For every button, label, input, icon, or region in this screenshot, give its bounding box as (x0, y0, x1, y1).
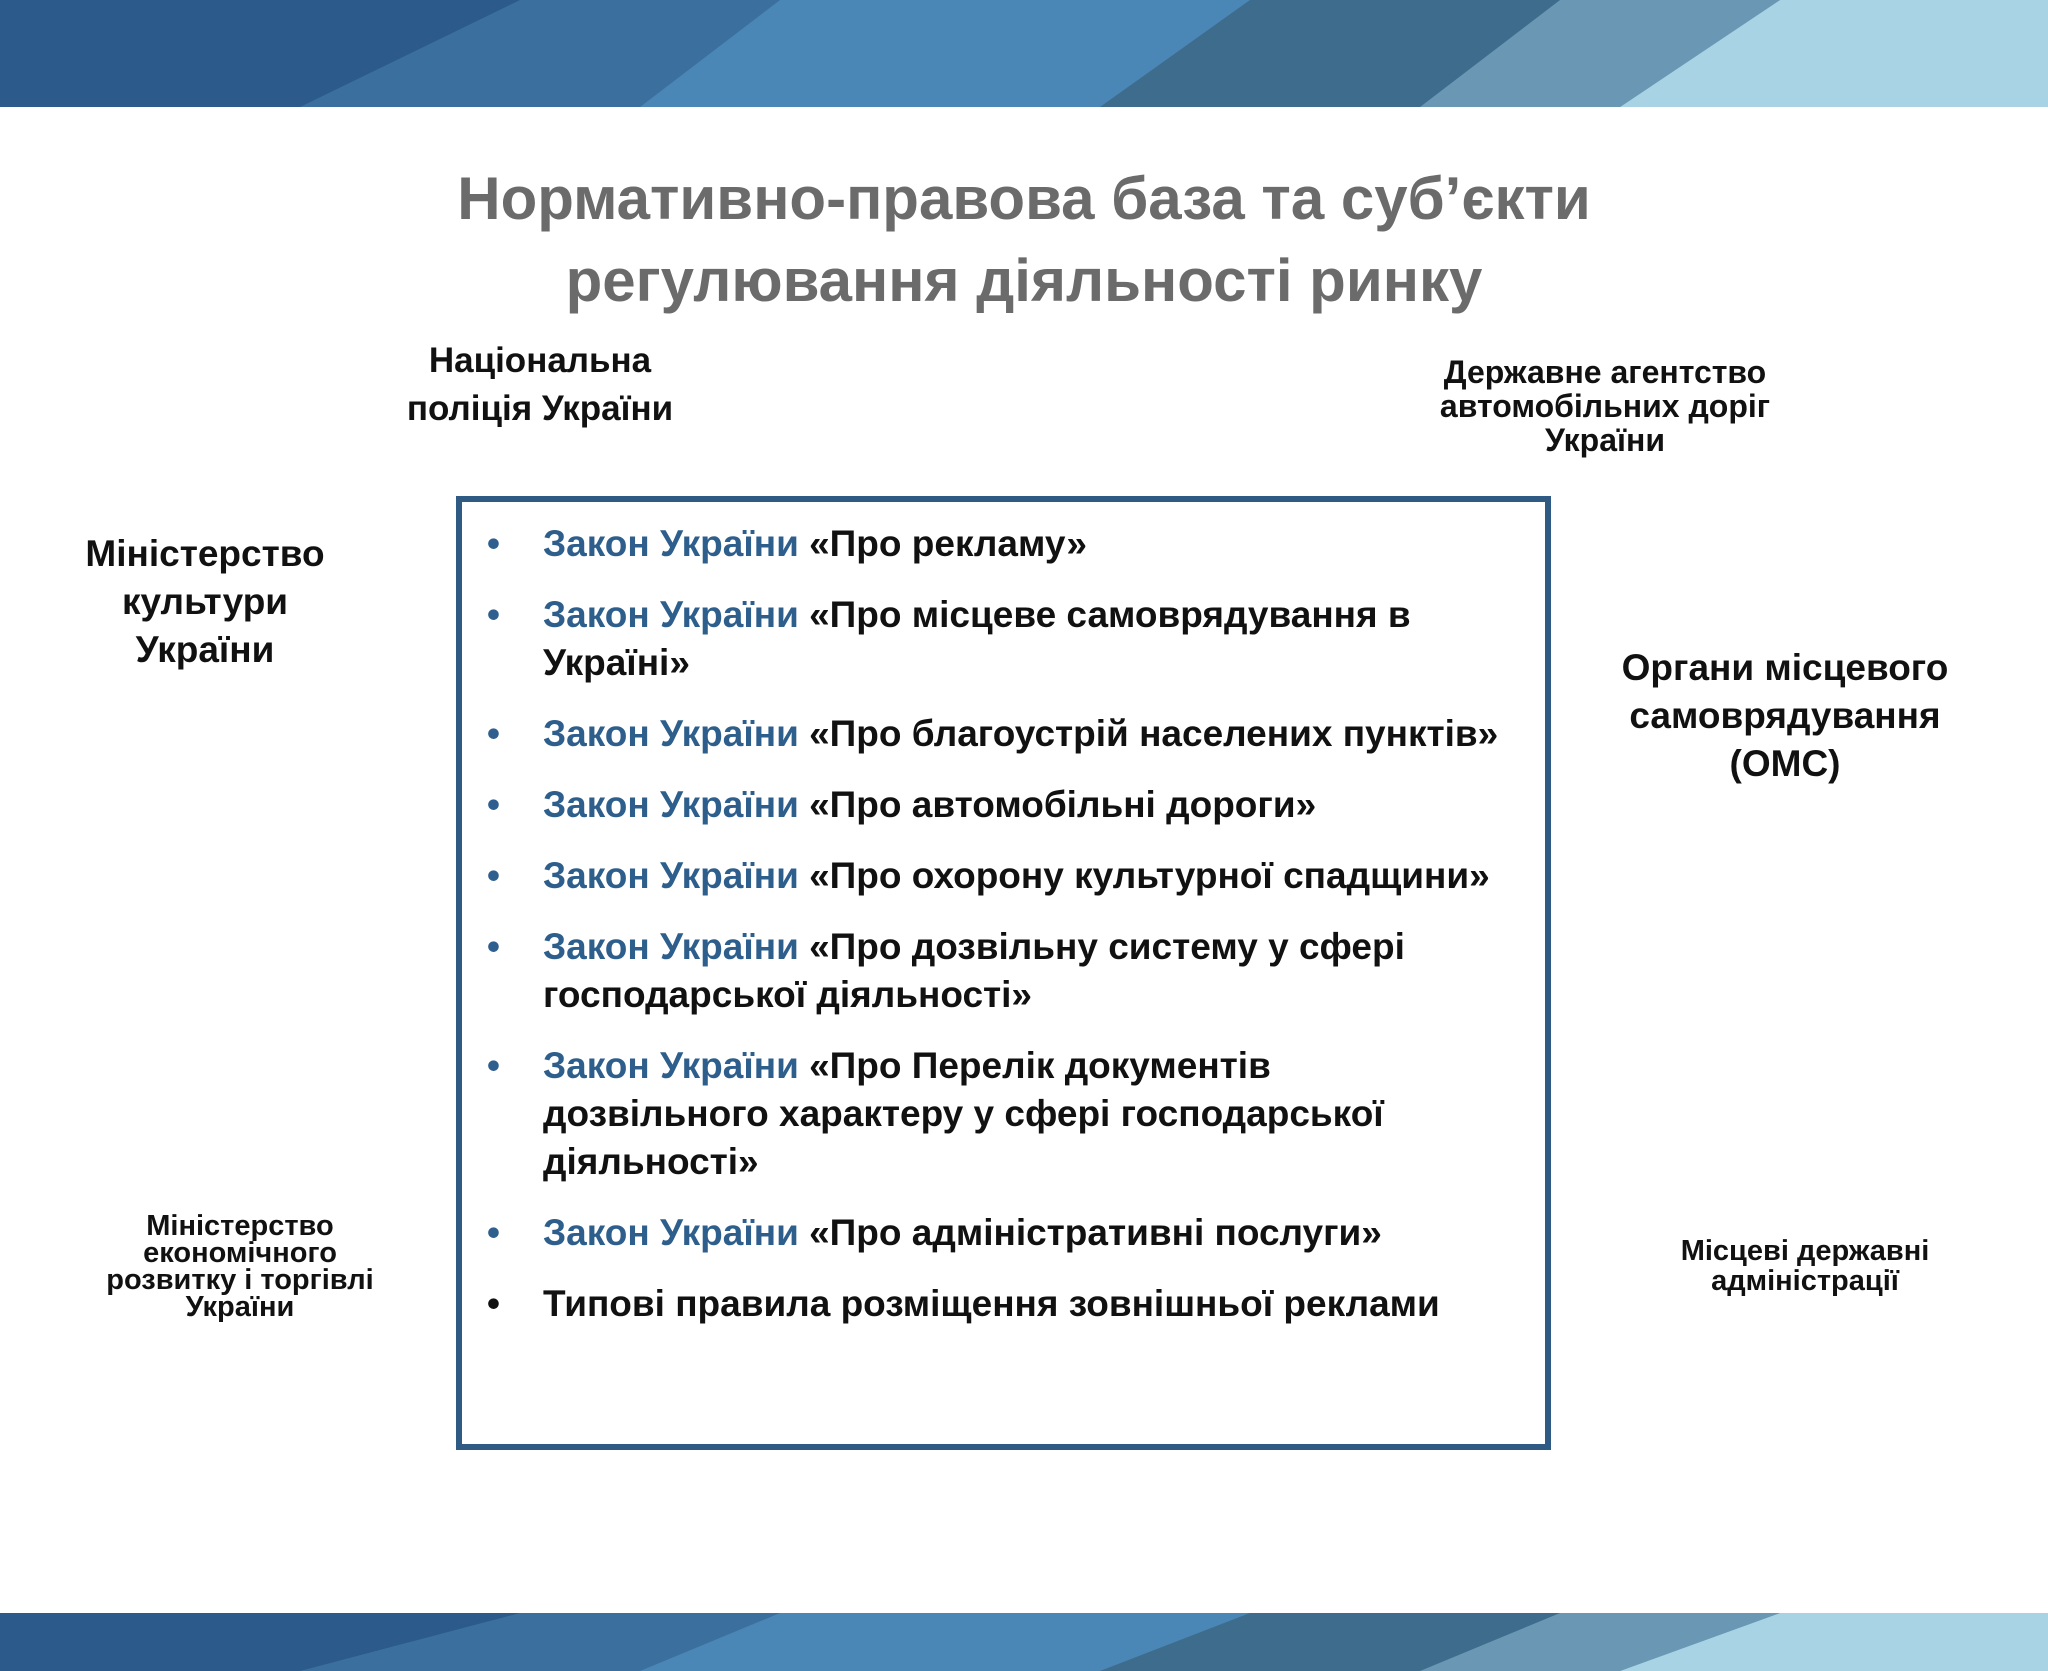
bullet-icon: • (487, 926, 500, 967)
entity-label-line: самоврядування (1629, 695, 1941, 736)
law-title: «Про місцеве самоврядування в Україні» (543, 594, 1411, 683)
law-prefix: Закон України (543, 1045, 799, 1086)
law-prefix: Закон України (543, 523, 799, 564)
law-title: «Про Перелік документів дозвільного характеру у сфері господарської діяльності» (543, 1045, 1384, 1182)
top-decorative-band (0, 0, 2048, 107)
entity-label-line: Місцеві державні (1680, 1235, 1930, 1267)
law-item (487, 852, 1505, 900)
entity-label-line: (ОМС) (1729, 743, 1841, 784)
entity-culture-ministry (60, 530, 350, 674)
law-item (487, 1209, 1505, 1257)
law-prefix: Закон України (543, 594, 799, 635)
entity-label-line: України (185, 1291, 295, 1323)
bullet-icon: • (487, 1212, 500, 1253)
entity-label-line: культури (121, 581, 289, 622)
bullet-icon: • (487, 784, 500, 825)
entity-label-line: Міністерство (85, 533, 325, 574)
law-prefix: Закон України (543, 926, 799, 967)
bottom-decorative-band (0, 1613, 2048, 1671)
entity-label-line: Державне агентство (1443, 354, 1767, 390)
page-title-line-1: Нормативно-правова база та суб’єкти (457, 165, 1591, 232)
bullet-icon: • (487, 523, 500, 564)
law-item (487, 1042, 1505, 1186)
laws-list-box (456, 496, 1551, 1450)
entity-label-line: поліція України (406, 389, 674, 428)
law-title: «Про автомобільні дороги» (798, 784, 1317, 825)
law-title: «Про дозвільну систему у сфері господарської діяльності» (543, 926, 1405, 1015)
bullet-icon: • (487, 594, 500, 635)
entity-label-line: України (135, 629, 275, 670)
law-title: «Про адміністративні послуги» (798, 1212, 1382, 1253)
law-item (487, 520, 1505, 568)
page-title-line-2: регулювання діяльності ринку (565, 247, 1483, 314)
bullet-icon: • (487, 1045, 500, 1086)
entity-label-line: Органи місцевого (1621, 647, 1949, 688)
law-prefix: Закон України (543, 713, 799, 754)
law-prefix: Закон України (543, 1212, 799, 1253)
law-item (487, 781, 1505, 829)
law-item (487, 591, 1505, 687)
law-prefix: Закон України (543, 784, 799, 825)
law-title: «Про благоустрій населених пунктів» (798, 713, 1499, 754)
entity-label-line: Міністерство (146, 1210, 334, 1242)
bullet-icon: • (487, 713, 500, 754)
entity-label-line: адміністрації (1711, 1265, 1899, 1297)
law-prefix: Закон України (543, 855, 799, 896)
entity-local-self-government (1575, 644, 1995, 788)
entity-label-line: економічного (143, 1237, 337, 1269)
law-item (487, 1280, 1505, 1328)
law-title: Типові правила розміщення зовнішньої реклами (543, 1283, 1440, 1324)
law-title: «Про рекламу» (798, 523, 1087, 564)
entity-economy-ministry (80, 1210, 400, 1323)
entity-label-line: Національна (428, 341, 652, 380)
entity-label-line: України (1544, 422, 1666, 458)
entity-roads-agency (1390, 355, 1820, 457)
bullet-icon: • (487, 855, 500, 896)
entity-label-line: автомобільних доріг (1439, 388, 1771, 424)
law-title: «Про охорону культурної спадщини» (798, 855, 1490, 896)
law-item (487, 710, 1505, 758)
law-item (487, 923, 1505, 1019)
entity-local-administrations (1640, 1236, 1970, 1296)
entity-national-police (370, 337, 710, 433)
page-title (224, 158, 1824, 322)
bullet-icon: • (487, 1283, 500, 1324)
entity-label-line: розвитку і торгівлі (106, 1264, 374, 1296)
